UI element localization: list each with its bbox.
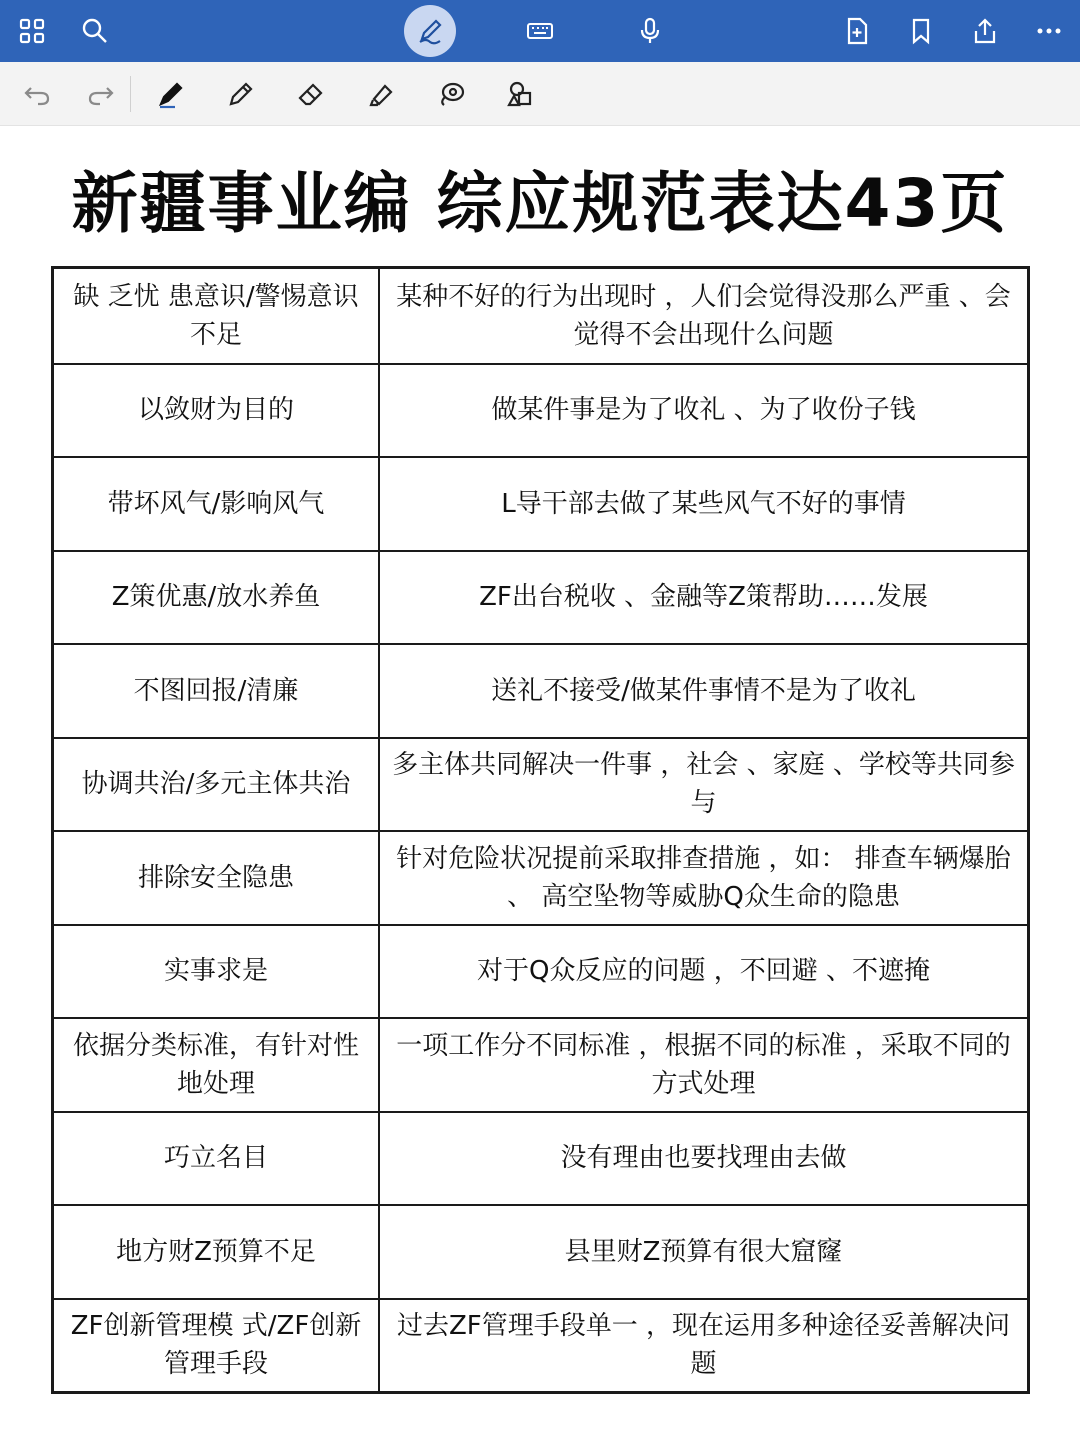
expression-table (51, 266, 1030, 1394)
meaning-cell: 送礼不接受/做某件事情不是为了收礼 (491, 675, 916, 706)
eraser-icon[interactable] (288, 71, 334, 117)
meaning-cell: 一项工作分不同标准 ，根据不同的标准 ，采取不同的方式处理 (396, 1030, 1011, 1099)
term-cell: 依据分类标准，有针对性地处理 (54, 1019, 380, 1111)
pen-mode-icon[interactable] (404, 5, 456, 57)
term-cell: 协调共治/多元主体共治 (54, 739, 380, 831)
redo-icon[interactable] (78, 71, 124, 117)
meaning-cell: 多主体共同解决一件事 ，社会 、家庭 、学校等共同参与 (392, 750, 1015, 819)
share-icon[interactable] (962, 8, 1008, 54)
term-cell: 地方财Z预算不足 (54, 1206, 380, 1298)
term-cell: 带坏风气/影响风气 (54, 458, 380, 550)
table-row (54, 363, 1027, 457)
term-cell: 缺 乏忧 患意识/警惕意识不足 (54, 269, 380, 363)
meaning-cell: 某种不好的行为出现时 ，人们会觉得没那么严重 、会觉得不会出现什么问题 (396, 281, 1011, 350)
toolbar-divider (130, 76, 131, 112)
more-icon[interactable] (1026, 8, 1072, 54)
table-row (54, 456, 1027, 550)
table-row (54, 550, 1027, 644)
term-cell: 实事求是 (54, 926, 380, 1018)
term-cell: 排除安全隐患 (54, 832, 380, 924)
microphone-icon[interactable] (627, 8, 673, 54)
table-row (54, 1204, 1027, 1298)
grid-icon[interactable] (9, 8, 55, 54)
term-cell: 巧立名目 (54, 1113, 380, 1205)
term-cell: ZF创新管理模 式/ZF创新管理手段 (54, 1300, 380, 1392)
pen-icon[interactable] (148, 71, 194, 117)
top-app-bar (0, 0, 1080, 62)
meaning-cell: 县里财Z预算有很大窟窿 (564, 1236, 843, 1267)
meaning-cell: 做某件事是为了收礼 、为了收份子钱 (491, 395, 916, 426)
pencil-icon[interactable] (218, 71, 264, 117)
drawing-toolbar (0, 62, 1080, 126)
page-title: 新疆事业编 综应规范表达43页 (71, 165, 1009, 242)
table-row (54, 924, 1027, 1018)
table-row (54, 1111, 1027, 1205)
table-row (54, 269, 1027, 363)
keyboard-icon[interactable] (517, 8, 563, 54)
bookmark-icon[interactable] (898, 8, 944, 54)
meaning-cell: 没有理由也要找理由去做 (560, 1143, 847, 1174)
meaning-cell: 过去ZF管理手段单一 ，现在运用多种途径妥善解决问题 (396, 1311, 1011, 1380)
undo-icon[interactable] (14, 71, 60, 117)
table-row (54, 830, 1027, 924)
search-icon[interactable] (72, 8, 118, 54)
shapes-icon[interactable] (498, 71, 544, 117)
term-cell: 不图回报/清廉 (54, 645, 380, 737)
table-row (54, 1017, 1027, 1111)
lasso-icon[interactable] (428, 71, 474, 117)
table-row (54, 1298, 1027, 1392)
table-row (54, 737, 1027, 831)
meaning-cell: 对于Q众反应的问题 ，不回避 、不遮掩 (477, 956, 930, 987)
meaning-cell: L导干部去做了某些风气不好的事情 (501, 488, 906, 519)
meaning-cell: ZF出台税收 、金融等Z策帮助……发展 (479, 582, 928, 613)
table-row (54, 643, 1027, 737)
term-cell: Z策优惠/放水养鱼 (54, 552, 380, 644)
add-page-icon[interactable] (834, 8, 880, 54)
term-cell: 以敛财为目的 (54, 365, 380, 457)
meaning-cell: 针对危险状况提前采取排查措施 ，如： 排查车辆爆胎 、 高空坠物等威胁Q众生命的隐患 (396, 843, 1011, 912)
highlighter-icon[interactable] (358, 71, 404, 117)
